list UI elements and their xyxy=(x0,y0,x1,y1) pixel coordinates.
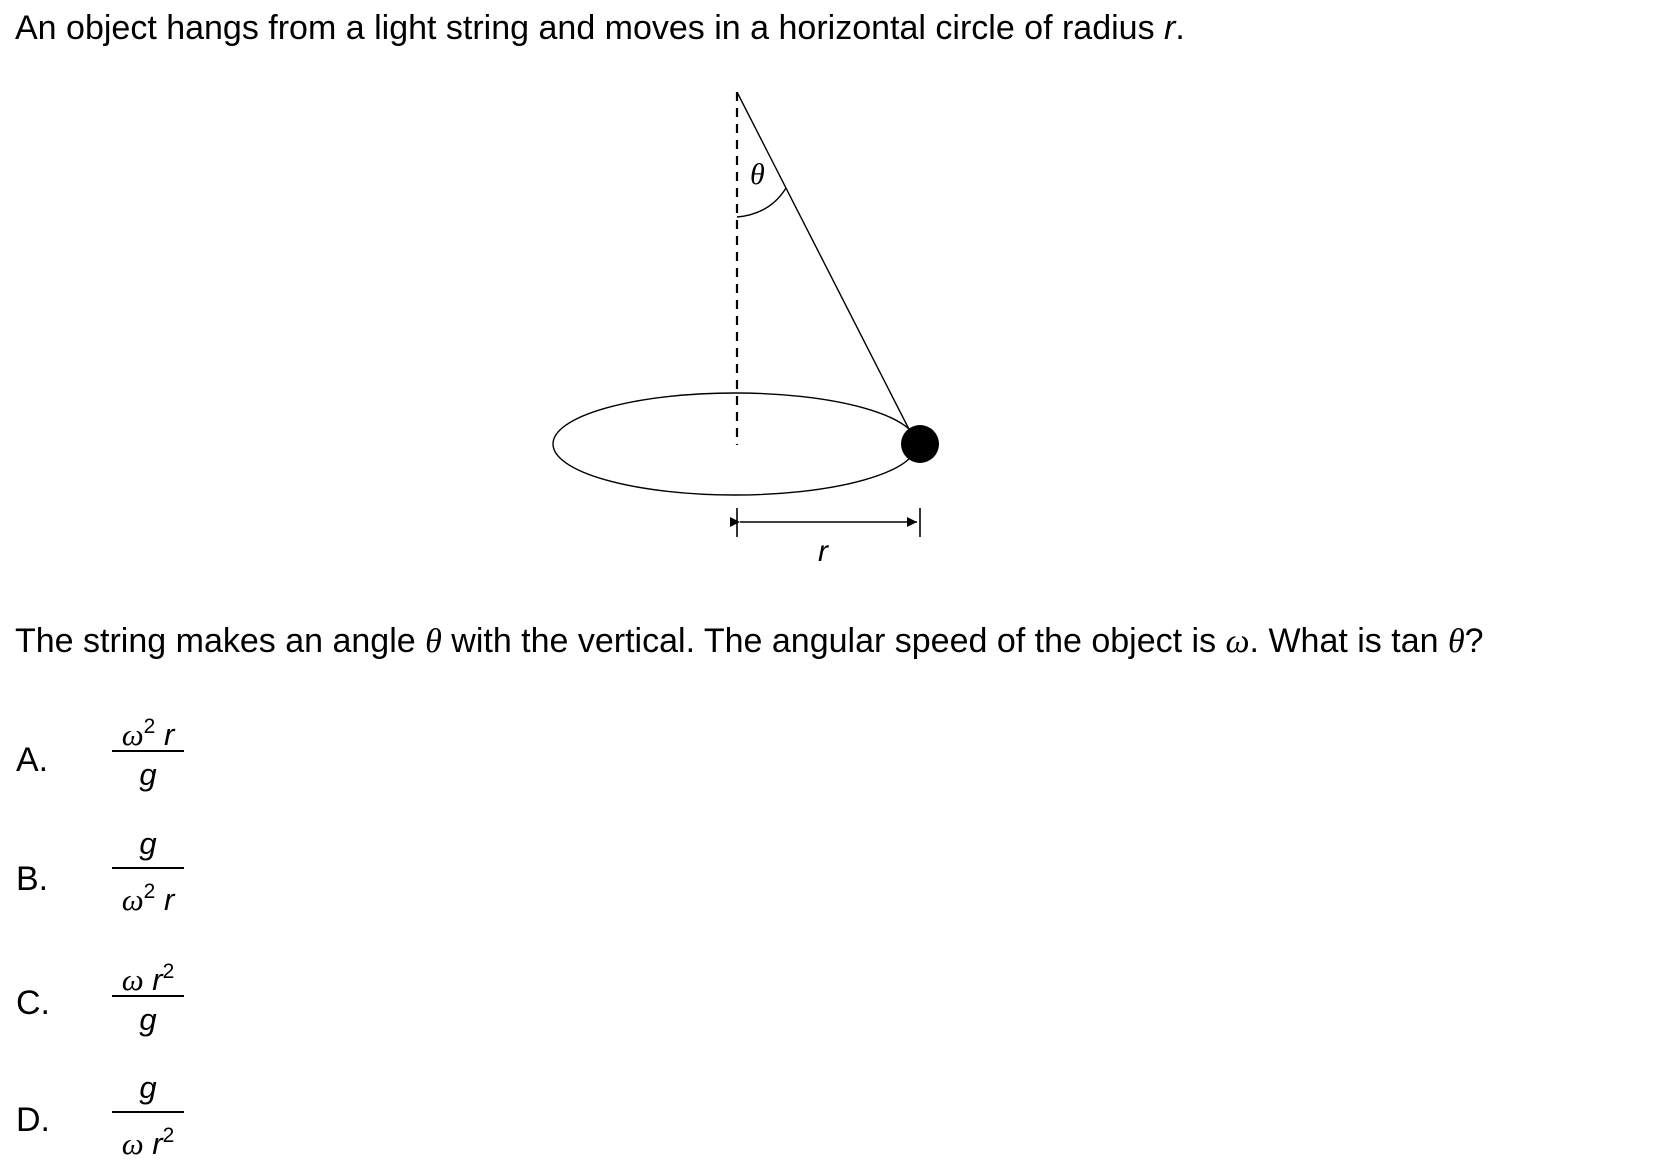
option-c-numerator: ω $r^2$ xyxy=(121,960,175,997)
option-c-letter: C. xyxy=(16,984,50,1022)
option-d-numerator: g xyxy=(139,1070,157,1105)
prompt-omega: ω xyxy=(1225,623,1250,660)
option-d-fraction xyxy=(112,1067,184,1161)
prompt-part-2: with the vertical. The angular speed of the object is xyxy=(441,622,1226,660)
option-a-numerator: $\omega^2$ r xyxy=(121,715,175,752)
prompt-theta: θ xyxy=(425,623,442,660)
option-b-denominator: $\omega^2$ r xyxy=(121,880,175,917)
option-d-fraction-bar xyxy=(112,1111,184,1113)
prompt-part-3: . What is tan xyxy=(1249,622,1448,660)
option-b-fraction-bar xyxy=(112,867,184,869)
object-bob xyxy=(901,425,939,463)
intro-text: An object hangs from a light string and moves in a horizontal circle of radius xyxy=(15,9,1165,47)
option-d-letter: D. xyxy=(16,1101,50,1139)
prompt-part-4: ? xyxy=(1464,622,1484,660)
option-b-fraction xyxy=(112,823,184,917)
prompt-theta-2: θ xyxy=(1447,623,1465,660)
option-a-fraction xyxy=(112,706,184,796)
theta-label: θ xyxy=(750,158,765,191)
intro-period: . xyxy=(1175,9,1185,47)
angle-arc xyxy=(737,188,786,217)
option-c-fraction xyxy=(112,951,184,1041)
question-prompt xyxy=(15,621,1484,662)
prompt-part-1: The string makes an angle xyxy=(15,622,426,660)
option-c-denominator: g xyxy=(139,1002,157,1037)
option-d-denominator: ω $r^2$ xyxy=(121,1124,175,1161)
intro-radius-var: r xyxy=(1164,9,1176,47)
string xyxy=(737,92,915,441)
option-a-denominator: g xyxy=(139,757,157,792)
radius-label: r xyxy=(818,535,828,568)
circular-path xyxy=(553,393,917,495)
option-a-letter: A. xyxy=(16,741,49,779)
option-b-letter: B. xyxy=(16,860,49,898)
option-b-numerator: g xyxy=(139,826,157,861)
